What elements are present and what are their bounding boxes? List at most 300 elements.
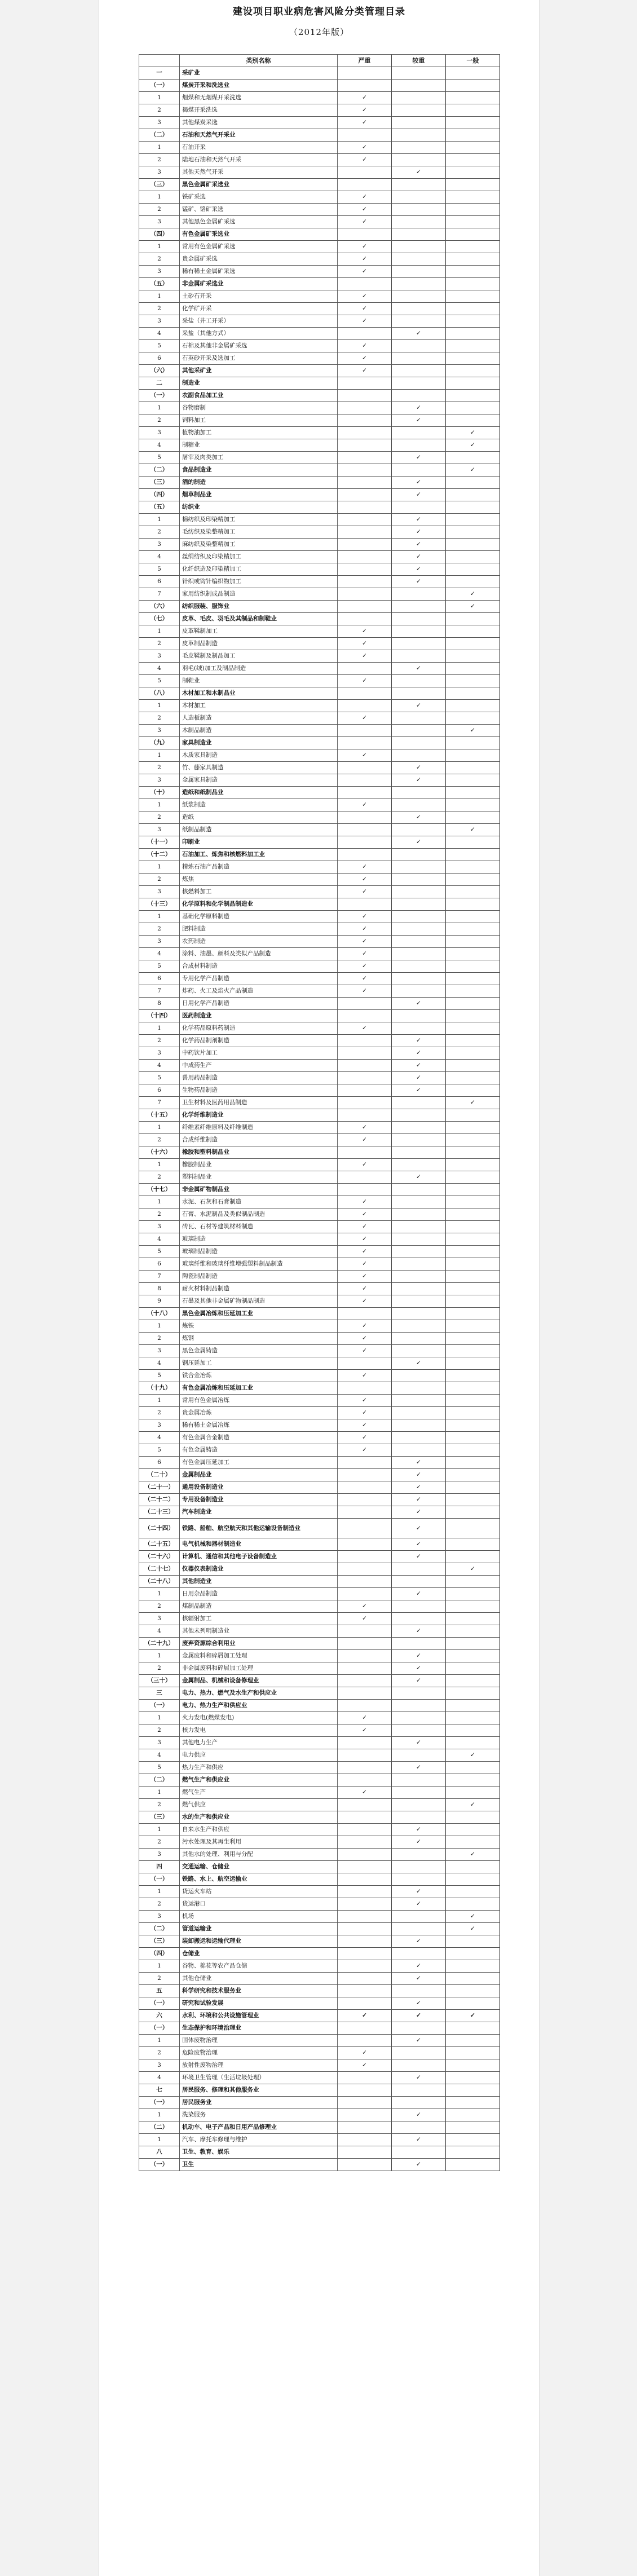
row-category-name: 贵金属矿采选: [180, 253, 338, 266]
check-mark-icon: ✓: [362, 1260, 367, 1267]
moderate-cell: [392, 601, 446, 613]
general-cell: [446, 452, 500, 464]
table-row: [139, 762, 500, 774]
row-category-name: 黑色金属冶炼和压延加工业: [180, 1308, 338, 1320]
general-cell: [446, 1382, 500, 1395]
general-cell: [446, 1134, 500, 1146]
check-mark-icon: ✓: [362, 1714, 367, 1721]
moderate-cell: [392, 1700, 446, 1712]
row-category-name: 铁矿采选: [180, 191, 338, 204]
general-cell: [446, 1097, 500, 1109]
check-mark-icon: ✓: [362, 2062, 367, 2068]
row-category-name: 燃气生产和供应业: [180, 1774, 338, 1787]
general-cell: [446, 1650, 500, 1662]
table-row: [139, 377, 500, 390]
general-cell: [446, 563, 500, 576]
severe-cell: [338, 1997, 392, 2010]
moderate-cell: [392, 377, 446, 390]
row-code: 1: [139, 402, 180, 414]
row-code: 4: [139, 2072, 180, 2084]
table-row: [139, 67, 500, 80]
general-cell: [446, 1469, 500, 1481]
severe-cell: [338, 1613, 392, 1625]
moderate-cell: [392, 1824, 446, 1836]
general-cell: [446, 1370, 500, 1382]
general-cell: [446, 1873, 500, 1886]
row-code: （十六）: [139, 1146, 180, 1159]
row-category-name: 放射性废物治理: [180, 2059, 338, 2072]
general-cell: [446, 849, 500, 861]
row-code: 2: [139, 1724, 180, 1737]
row-category-name: 石英砂开采及选加工: [180, 352, 338, 365]
table-row: [139, 849, 500, 861]
severe-cell: [338, 1072, 392, 1084]
row-code: 2: [139, 1407, 180, 1419]
table-row: [139, 712, 500, 725]
row-category-name: 卫生: [180, 2159, 338, 2171]
general-cell: [446, 836, 500, 849]
row-code: 3: [139, 2059, 180, 2072]
row-code: 4: [139, 1432, 180, 1444]
check-mark-icon: ✓: [416, 665, 421, 672]
row-code: 4: [139, 551, 180, 563]
check-mark-icon: ✓: [470, 1752, 475, 1758]
general-cell: [446, 377, 500, 390]
check-mark-icon: ✓: [362, 293, 367, 299]
row-code: 2: [139, 874, 180, 886]
moderate-cell: [392, 563, 446, 576]
moderate-cell: [392, 576, 446, 588]
row-category-name: 自来水生产和供应: [180, 1824, 338, 1836]
general-cell: [446, 1345, 500, 1357]
general-cell: [446, 1233, 500, 1246]
general-cell: [446, 1295, 500, 1308]
row-code: 8: [139, 998, 180, 1010]
table-row: [139, 1923, 500, 1935]
row-code: 2: [139, 204, 180, 216]
severe-cell: [338, 1886, 392, 1898]
general-cell: [446, 427, 500, 439]
severe-cell: [338, 985, 392, 998]
table-row: [139, 2109, 500, 2121]
table-row: [139, 1146, 500, 1159]
general-cell: [446, 2146, 500, 2159]
row-code: 3: [139, 1849, 180, 1861]
moderate-cell: [392, 936, 446, 948]
general-cell: [446, 749, 500, 762]
row-code: 2: [139, 1973, 180, 1985]
row-category-name: 屠宰及肉类加工: [180, 452, 338, 464]
moderate-cell: [392, 2059, 446, 2072]
general-cell: [446, 1923, 500, 1935]
moderate-cell: [392, 427, 446, 439]
moderate-cell: [392, 241, 446, 253]
table-row: [139, 663, 500, 675]
general-cell: [446, 1849, 500, 1861]
table-row: [139, 1724, 500, 1737]
row-code: 3: [139, 1047, 180, 1060]
general-cell: [446, 1395, 500, 1407]
check-mark-icon: ✓: [416, 169, 421, 175]
row-code: 3: [139, 1911, 180, 1923]
table-row: [139, 315, 500, 328]
moderate-cell: [392, 898, 446, 911]
row-category-name: 造纸: [180, 811, 338, 824]
severe-cell: [338, 588, 392, 601]
row-category-name: 电力供应: [180, 1749, 338, 1762]
severe-cell: [338, 712, 392, 725]
row-category-name: 中成药生产: [180, 1060, 338, 1072]
general-cell: [446, 1519, 500, 1538]
severe-cell: [338, 1948, 392, 1960]
general-cell: [446, 1109, 500, 1122]
moderate-cell: [392, 1774, 446, 1787]
check-mark-icon: ✓: [470, 2012, 475, 2019]
check-mark-icon: ✓: [416, 516, 421, 523]
table-row: [139, 725, 500, 737]
severe-cell: [338, 1960, 392, 1973]
general-cell: [446, 1687, 500, 1700]
check-mark-icon: ✓: [416, 1938, 421, 1944]
document-title: 建设项目职业病危害风险分类管理目录: [233, 6, 405, 17]
row-code: 1: [139, 1960, 180, 1973]
severe-cell: [338, 464, 392, 477]
row-category-name: 卫生、教育、娱乐: [180, 2146, 338, 2159]
general-cell: [446, 154, 500, 166]
header-general: 一般: [446, 55, 500, 67]
row-code: （一）: [139, 1873, 180, 1886]
table-row: [139, 749, 500, 762]
row-code: 1: [139, 92, 180, 104]
severe-cell: [338, 1271, 392, 1283]
general-cell: [446, 1675, 500, 1687]
header-moderate: 较重: [392, 55, 446, 67]
row-category-name: 羽毛(绒)加工及制品制造: [180, 663, 338, 675]
row-category-name: 有色金属冶炼和压延加工业: [180, 1382, 338, 1395]
check-mark-icon: ✓: [362, 1124, 367, 1131]
general-cell: [446, 1613, 500, 1625]
check-mark-icon: ✓: [416, 1508, 421, 1515]
moderate-cell: [392, 514, 446, 526]
severe-cell: [338, 1551, 392, 1563]
table-row: [139, 588, 500, 601]
row-code: 5: [139, 960, 180, 973]
moderate-cell: [392, 1432, 446, 1444]
general-cell: [446, 1494, 500, 1506]
row-code: （二）: [139, 1923, 180, 1935]
general-cell: [446, 1737, 500, 1749]
table-row: [139, 985, 500, 998]
general-cell: [446, 1208, 500, 1221]
check-mark-icon: ✓: [416, 1739, 421, 1746]
severe-cell: [338, 911, 392, 923]
severe-cell: [338, 1246, 392, 1258]
severe-cell: [338, 948, 392, 960]
row-code: （十四）: [139, 1010, 180, 1022]
severe-cell: [338, 663, 392, 675]
check-mark-icon: ✓: [416, 2037, 421, 2044]
check-mark-icon: ✓: [470, 1913, 475, 1920]
general-cell: [446, 278, 500, 290]
check-mark-icon: ✓: [416, 1975, 421, 1982]
general-cell: [446, 253, 500, 266]
table-row: [139, 1357, 500, 1370]
severe-cell: [338, 2072, 392, 2084]
row-category-name: 研究和试验发展: [180, 1997, 338, 2010]
severe-cell: [338, 228, 392, 241]
severe-cell: [338, 836, 392, 849]
severe-cell: [338, 340, 392, 352]
general-cell: [446, 539, 500, 551]
row-code: 3: [139, 824, 180, 836]
row-code: 1: [139, 1022, 180, 1035]
row-category-name: 铁合金冶炼: [180, 1370, 338, 1382]
moderate-cell: [392, 191, 446, 204]
table-row: [139, 1010, 500, 1022]
table-row: [139, 501, 500, 514]
row-category-name: 煤制品制造: [180, 1600, 338, 1613]
general-cell: [446, 1084, 500, 1097]
general-cell: [446, 1960, 500, 1973]
severe-cell: [338, 402, 392, 414]
severe-cell: [338, 1923, 392, 1935]
table-row: [139, 923, 500, 936]
row-category-name: 饲料加工: [180, 414, 338, 427]
row-category-name: 纸制品制造: [180, 824, 338, 836]
general-cell: [446, 328, 500, 340]
check-mark-icon: ✓: [362, 1273, 367, 1280]
row-category-name: 洗染服务: [180, 2109, 338, 2121]
table-row: [139, 1233, 500, 1246]
table-row: [139, 936, 500, 948]
row-category-name: 化学药品原料药制造: [180, 1022, 338, 1035]
table-row: [139, 563, 500, 576]
row-code: 1: [139, 799, 180, 811]
moderate-cell: [392, 179, 446, 191]
table-row: [139, 1134, 500, 1146]
general-cell: [446, 737, 500, 749]
general-cell: [446, 303, 500, 315]
moderate-cell: [392, 1469, 446, 1481]
table-row: [139, 1519, 500, 1538]
check-mark-icon: ✓: [362, 1422, 367, 1428]
severe-cell: [338, 290, 392, 303]
row-code: （二十七）: [139, 1563, 180, 1576]
row-category-name: 农药制造: [180, 936, 338, 948]
row-category-name: 金属废料和碎屑加工处理: [180, 1650, 338, 1662]
check-mark-icon: ✓: [416, 2074, 421, 2081]
moderate-cell: [392, 1712, 446, 1724]
moderate-cell: [392, 92, 446, 104]
table-row: [139, 1563, 500, 1576]
severe-cell: [338, 365, 392, 377]
check-mark-icon: ✓: [362, 987, 367, 994]
severe-cell: [338, 216, 392, 228]
row-category-name: 采盐（其他方式）: [180, 328, 338, 340]
check-mark-icon: ✓: [416, 839, 421, 845]
general-cell: [446, 998, 500, 1010]
check-mark-icon: ✓: [362, 156, 367, 163]
moderate-cell: [392, 1370, 446, 1382]
general-cell: [446, 352, 500, 365]
check-mark-icon: ✓: [362, 1248, 367, 1255]
row-code: 1: [139, 1159, 180, 1171]
general-cell: [446, 489, 500, 501]
row-category-name: 其他黑色金属矿采选: [180, 216, 338, 228]
check-mark-icon: ✓: [470, 826, 475, 833]
severe-cell: [338, 874, 392, 886]
check-mark-icon: ✓: [416, 1764, 421, 1771]
table-row: [139, 1687, 500, 1700]
table-row: [139, 365, 500, 377]
moderate-cell: [392, 1171, 446, 1184]
check-mark-icon: ✓: [470, 442, 475, 448]
moderate-cell: [392, 1737, 446, 1749]
severe-cell: [338, 886, 392, 898]
table-row: [139, 1171, 500, 1184]
row-code: 1: [139, 241, 180, 253]
moderate-cell: [392, 638, 446, 650]
table-row: [139, 2059, 500, 2072]
table-row: [139, 1345, 500, 1357]
general-cell: [446, 1749, 500, 1762]
general-cell: [446, 1146, 500, 1159]
row-category-name: 石膏、水泥制品及类似制品制造: [180, 1208, 338, 1221]
general-cell: [446, 936, 500, 948]
moderate-cell: [392, 2047, 446, 2059]
severe-cell: [338, 129, 392, 142]
severe-cell: [338, 1650, 392, 1662]
row-code: 6: [139, 1457, 180, 1469]
table-row: [139, 2072, 500, 2084]
moderate-cell: [392, 1625, 446, 1638]
row-code: 2: [139, 303, 180, 315]
row-code: （一）: [139, 1997, 180, 2010]
severe-cell: [338, 452, 392, 464]
moderate-cell: [392, 1923, 446, 1935]
general-cell: [446, 1010, 500, 1022]
row-code: （二）: [139, 129, 180, 142]
moderate-cell: [392, 2134, 446, 2146]
general-cell: [446, 886, 500, 898]
severe-cell: [338, 973, 392, 985]
moderate-cell: [392, 973, 446, 985]
table-row: [139, 80, 500, 92]
check-mark-icon: ✓: [362, 963, 367, 969]
table-row: [139, 1588, 500, 1600]
table-body: [139, 67, 500, 2171]
row-code: 5: [139, 340, 180, 352]
general-cell: [446, 1911, 500, 1923]
table-row: [139, 1184, 500, 1196]
row-code: 1: [139, 625, 180, 638]
general-cell: [446, 811, 500, 824]
moderate-cell: [392, 588, 446, 601]
row-code: （三）: [139, 1811, 180, 1824]
general-cell: [446, 1662, 500, 1675]
severe-cell: [338, 1519, 392, 1538]
row-category-name: 非金属矿物制品业: [180, 1184, 338, 1196]
general-cell: [446, 712, 500, 725]
general-cell: [446, 2097, 500, 2109]
table-row: [139, 489, 500, 501]
moderate-cell: [392, 923, 446, 936]
severe-cell: [338, 1084, 392, 1097]
row-code: 5: [139, 563, 180, 576]
check-mark-icon: ✓: [362, 1335, 367, 1342]
check-mark-icon: ✓: [416, 2012, 421, 2019]
check-mark-icon: ✓: [362, 752, 367, 758]
table-row: [139, 278, 500, 290]
row-category-name: 石墨及其他非金属矿物制品制造: [180, 1295, 338, 1308]
general-cell: [446, 1258, 500, 1271]
table-row: [139, 2022, 500, 2035]
row-category-name: 其他制造业: [180, 1576, 338, 1588]
row-category-name: 化学原料和化学制品制造业: [180, 898, 338, 911]
severe-cell: [338, 551, 392, 563]
general-cell: [446, 514, 500, 526]
check-mark-icon: ✓: [416, 1459, 421, 1466]
moderate-cell: [392, 1382, 446, 1395]
severe-cell: [338, 142, 392, 154]
table-row: [139, 675, 500, 687]
general-cell: [446, 179, 500, 191]
moderate-cell: [392, 2084, 446, 2097]
row-code: （十五）: [139, 1109, 180, 1122]
severe-cell: [338, 489, 392, 501]
general-cell: [446, 1774, 500, 1787]
row-code: 3: [139, 266, 180, 278]
moderate-cell: [392, 1613, 446, 1625]
check-mark-icon: ✓: [470, 603, 475, 610]
row-code: 5: [139, 452, 180, 464]
table-row: [139, 142, 500, 154]
table-row: [139, 216, 500, 228]
moderate-cell: [392, 2159, 446, 2171]
check-mark-icon: ✓: [362, 355, 367, 361]
table-row: [139, 439, 500, 452]
severe-cell: [338, 601, 392, 613]
moderate-cell: [392, 749, 446, 762]
row-category-name: 生物药品制造: [180, 1084, 338, 1097]
row-category-name: 锰矿、铬矿采选: [180, 204, 338, 216]
severe-cell: [338, 898, 392, 911]
general-cell: [446, 1407, 500, 1419]
table-row: [139, 911, 500, 923]
table-row: [139, 1407, 500, 1419]
row-category-name: 家用纺织制成品制造: [180, 588, 338, 601]
general-cell: [446, 687, 500, 700]
general-cell: [446, 1625, 500, 1638]
severe-cell: [338, 1588, 392, 1600]
table-row: [139, 179, 500, 191]
general-cell: [446, 874, 500, 886]
row-code: （十七）: [139, 1184, 180, 1196]
row-category-name: 危险废物治理: [180, 2047, 338, 2059]
moderate-cell: [392, 2010, 446, 2022]
row-code: 1: [139, 2035, 180, 2047]
row-category-name: 贵金属冶炼: [180, 1407, 338, 1419]
row-category-name: 仪器仪表制造业: [180, 1563, 338, 1576]
moderate-cell: [392, 1519, 446, 1538]
severe-cell: [338, 1308, 392, 1320]
severe-cell: [338, 377, 392, 390]
row-code: 4: [139, 663, 180, 675]
row-category-name: 交通运输、仓储业: [180, 1861, 338, 1873]
severe-cell: [338, 2121, 392, 2134]
check-mark-icon: ✓: [416, 404, 421, 411]
moderate-cell: [392, 811, 446, 824]
